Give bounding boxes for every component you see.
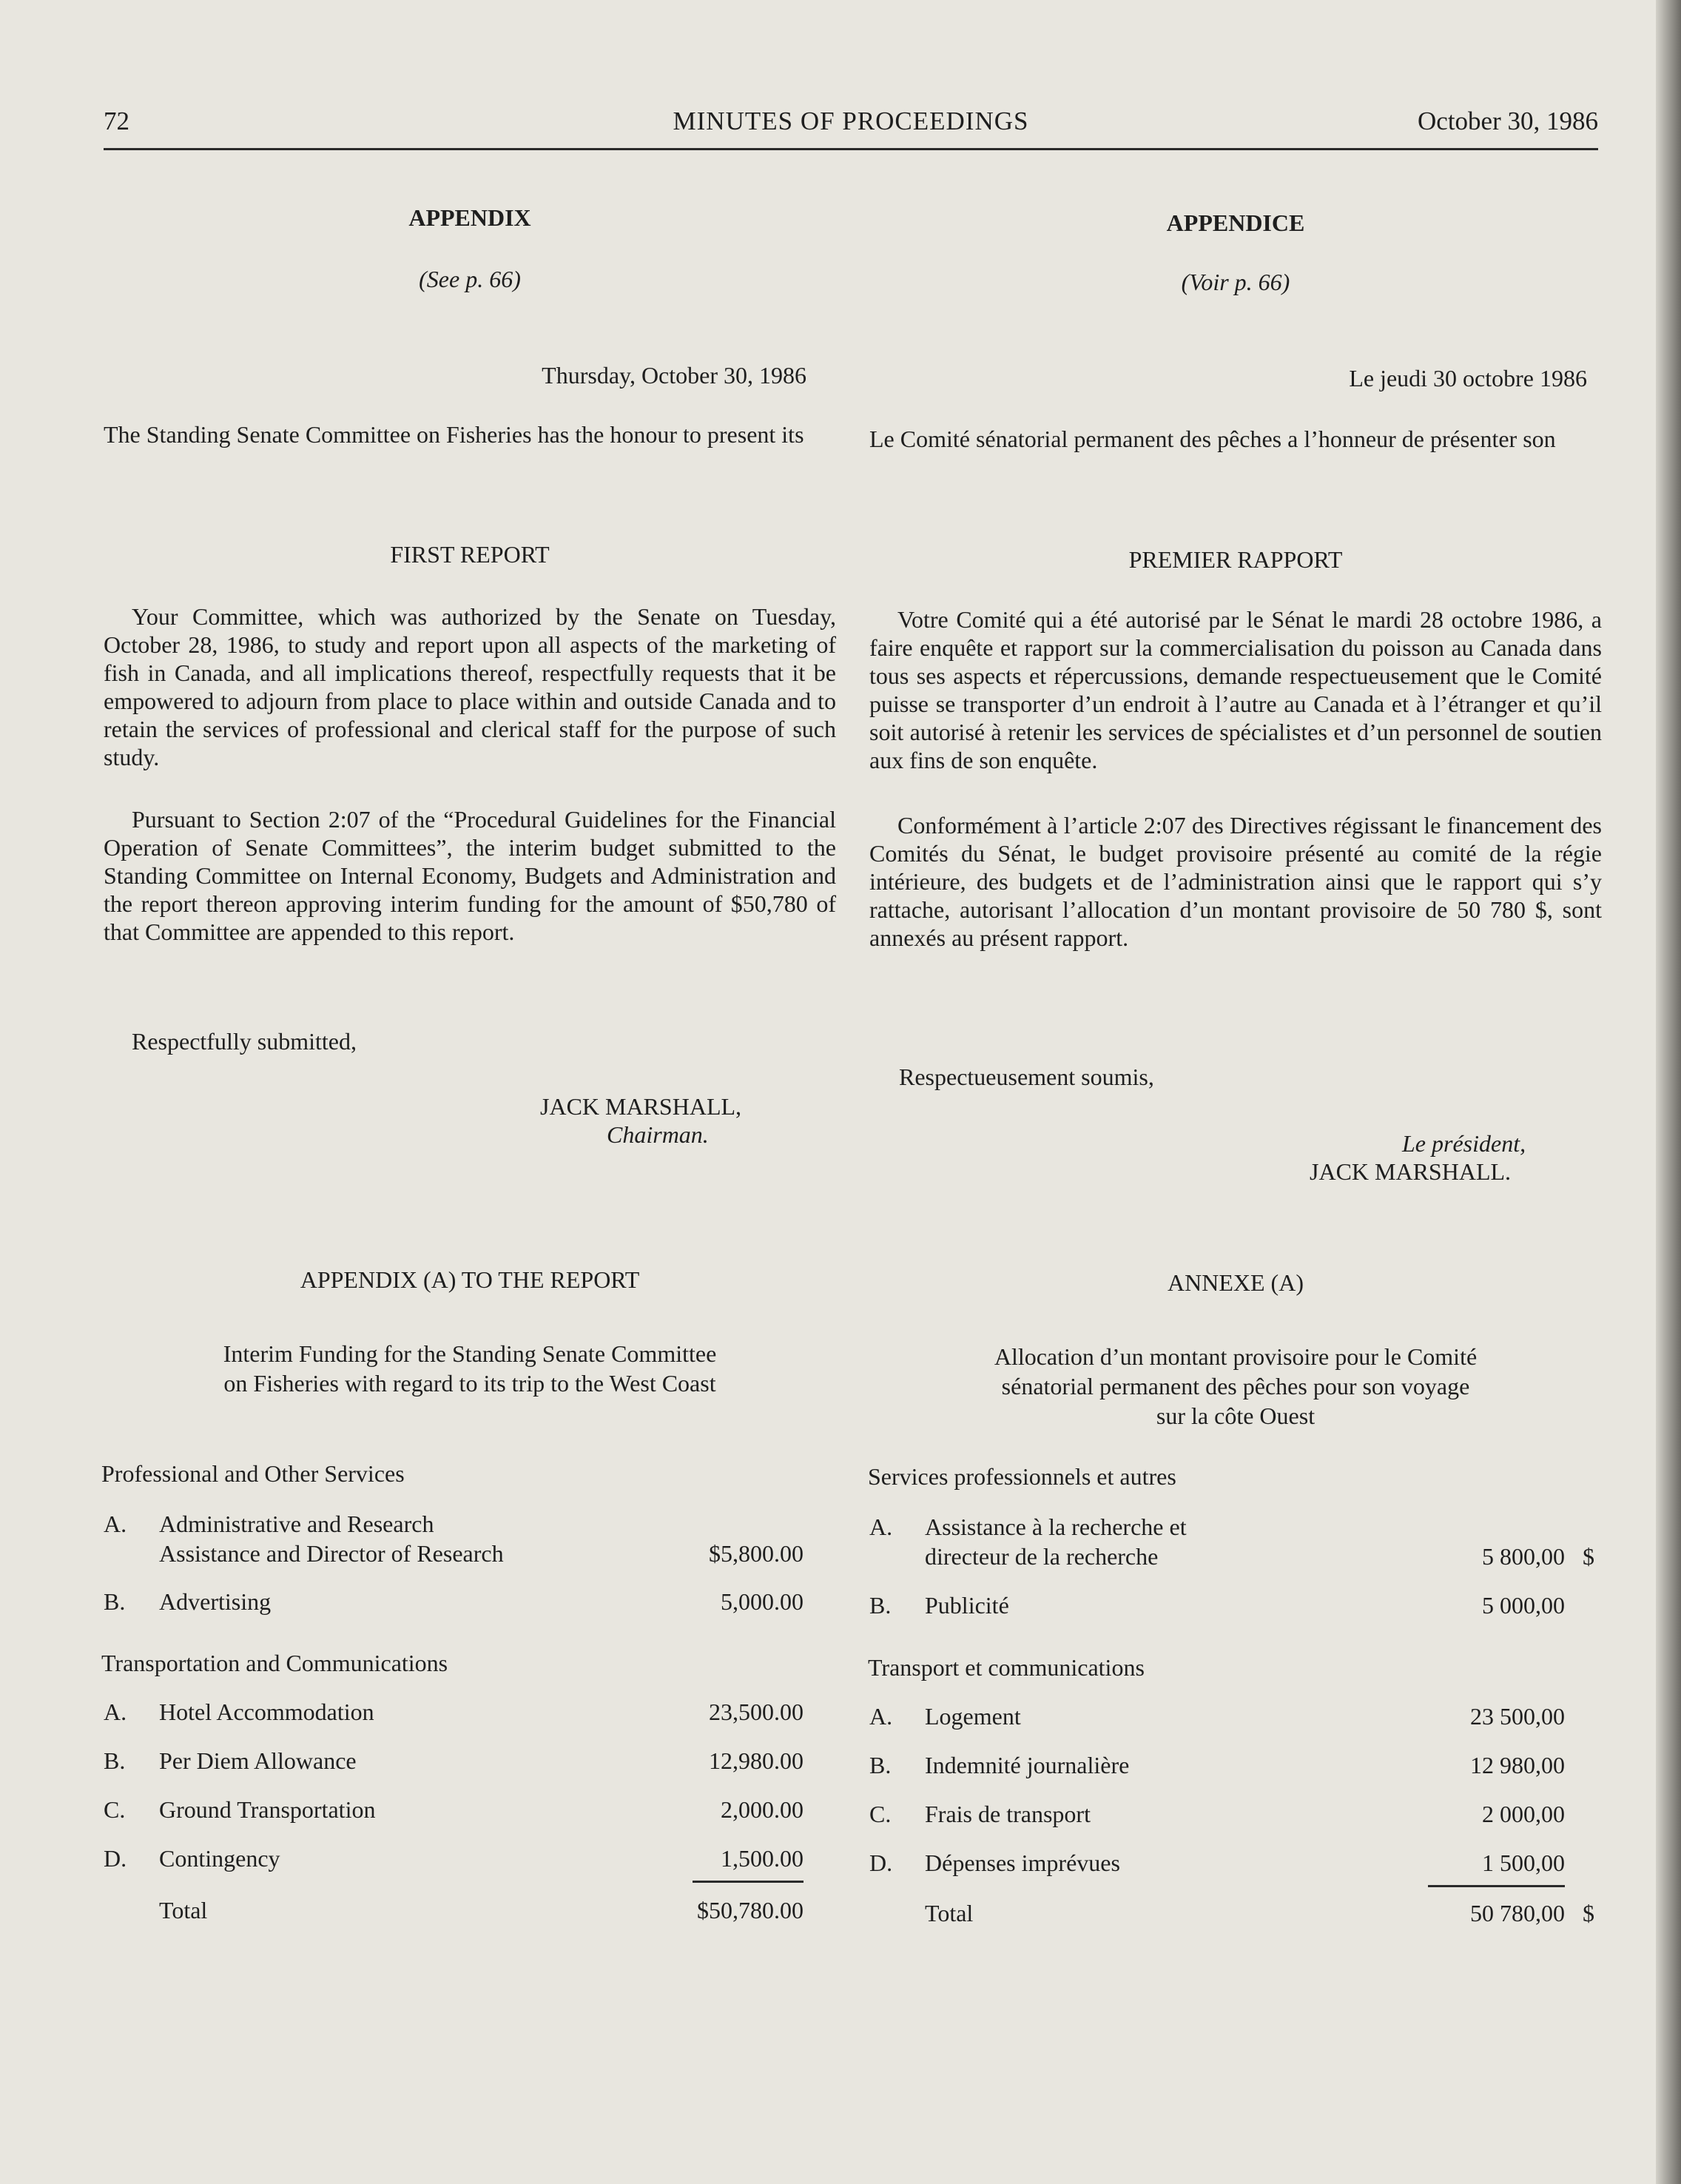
intro-text: The Standing Senate Committee on Fisheries has the honour to present its	[104, 421, 804, 448]
item-amount: $5,800.00	[709, 1540, 804, 1567]
total-row	[869, 1899, 1594, 1927]
item-label: Contingency	[159, 1845, 280, 1872]
annex-subtitle-line-2: sénatorial permanent des pêches pour son voyage	[1001, 1373, 1470, 1400]
item-letter: B.	[869, 1752, 892, 1778]
item-amount: 23,500.00	[709, 1699, 804, 1725]
item-letter: B.	[104, 1747, 126, 1774]
budget-row	[869, 1849, 1594, 1877]
report-paragraph-2: Conformément à l’article 2:07 des Directives régissant le financement des Comités du Sénat, le budget provisoire présenté au comité de la régie intérieure, des budgets et de l’administration ainsi que le rapport qui s’y rattache, autorisant l’allocation d’un montant provisoire de 50 780 $, sont annexés au présent rapport.	[869, 812, 1602, 951]
currency-symbol: $	[1583, 1543, 1594, 1570]
total-rule	[1428, 1885, 1565, 1887]
signatory-name: JACK MARSHALL,	[540, 1093, 742, 1120]
report-paragraph-1: Votre Comité qui a été autorisé par le Sénat le mardi 28 octobre 1986, a faire enquête et rapport sur la commercialisation du poisson au Canada dans tous ses aspects et répercussions, demande respectueusement que le Comité puisse se transporter d’un endroit à l’autre au Canada et à l’étranger et qu’il soit autorisé à retenir les services de spécialistes et d’un personnel de soutien aux fins de son enquête.	[869, 606, 1602, 773]
item-label: Administrative and Research	[159, 1511, 434, 1537]
total-label: Total	[159, 1897, 208, 1923]
total-row	[104, 1896, 804, 1924]
item-letter: A.	[104, 1699, 127, 1725]
item-amount: 5 000,00	[1482, 1592, 1565, 1619]
signatory-name: JACK MARSHALL.	[1310, 1158, 1512, 1185]
item-letter: D.	[104, 1845, 127, 1872]
section-transportation: Transport et communications	[868, 1654, 1145, 1681]
currency-symbol: $	[1583, 1900, 1594, 1926]
report-paragraph-1: Your Committee, which was authorized by the Senate on Tuesday, October 28, 1986, to study and report upon all aspects of the marketing of fish in Canada, and all implications thereof, respectfully requests that it be empowered to adjourn from place to place within and outside Canada and to retain the services of professional and clerical staff for the purpose of such study.	[104, 603, 836, 770]
budget-row	[869, 1591, 1594, 1619]
budget-row	[104, 1795, 804, 1824]
item-letter: A.	[104, 1511, 127, 1537]
closing: Respectfully submitted,	[132, 1028, 357, 1055]
annex-title: APPENDIX (A) TO THE REPORT	[300, 1266, 640, 1293]
section-professional-services: Services professionnels et autres	[868, 1463, 1176, 1490]
item-amount: 23 500,00	[1470, 1703, 1565, 1730]
budget-row	[869, 1702, 1594, 1730]
budget-row	[869, 1513, 1594, 1541]
item-label: Per Diem Allowance	[159, 1747, 357, 1774]
item-label: Advertising	[159, 1588, 272, 1615]
budget-row	[104, 1747, 804, 1775]
item-letter: C.	[869, 1801, 892, 1827]
annex-subtitle-line-3: sur la côte Ouest	[1156, 1402, 1316, 1429]
item-amount: 5,000.00	[721, 1588, 804, 1615]
budget-row	[104, 1698, 804, 1726]
signatory-title: Chairman.	[607, 1121, 709, 1148]
item-amount: 12 980,00	[1470, 1752, 1565, 1778]
total-label: Total	[925, 1900, 974, 1926]
item-label: Indemnité journalière	[925, 1752, 1130, 1778]
report-title: PREMIER RAPPORT	[1128, 546, 1343, 573]
item-amount: 5 800,00	[1482, 1543, 1565, 1570]
date-line: Thursday, October 30, 1986	[542, 362, 806, 389]
annex-title: ANNEXE (A)	[1168, 1269, 1304, 1296]
page-number: 72	[104, 107, 129, 135]
date-line: Le jeudi 30 octobre 1986	[1349, 365, 1587, 392]
item-label: Dépenses imprévues	[925, 1849, 1120, 1876]
item-letter: B.	[104, 1588, 126, 1615]
item-letter: D.	[869, 1849, 893, 1876]
budget-row	[104, 1510, 804, 1538]
item-label-continued: Assistance and Director of Research	[159, 1540, 504, 1567]
budget-row	[869, 1542, 1594, 1570]
page-edge-shadow	[1656, 0, 1681, 2184]
annex-subtitle-line-1: Interim Funding for the Standing Senate Committee	[223, 1340, 717, 1367]
appendix-title: APPENDICE	[1166, 209, 1305, 236]
header-date: October 30, 1986	[1418, 107, 1598, 135]
item-label: Assistance à la recherche et	[925, 1513, 1187, 1540]
report-title: FIRST REPORT	[390, 541, 550, 568]
total-amount: 50 780,00	[1470, 1900, 1565, 1926]
item-letter: A.	[869, 1703, 893, 1730]
item-amount: 2,000.00	[721, 1796, 804, 1823]
annex-subtitle-line-2: on Fisheries with regard to its trip to the West Coast	[223, 1370, 716, 1397]
item-label-continued: directeur de la recherche	[925, 1543, 1159, 1570]
item-letter: C.	[104, 1796, 126, 1823]
total-amount: $50,780.00	[697, 1897, 804, 1923]
item-amount: 2 000,00	[1482, 1801, 1565, 1827]
page-header	[104, 104, 1598, 150]
item-label: Hotel Accommodation	[159, 1699, 374, 1725]
item-label: Frais de transport	[925, 1801, 1091, 1827]
item-amount: 12,980.00	[709, 1747, 804, 1774]
budget-row	[104, 1587, 804, 1616]
report-paragraph-2: Pursuant to Section 2:07 of the “Procedural Guidelines for the Financial Operation of Senate Committees”, the interim budget submitted to the Standing Committee on Internal Economy, Budgets and Administration and the report thereon approving interim funding for the amount of $50,780 of that Committee are appended to this report.	[104, 806, 836, 945]
budget-row	[869, 1751, 1594, 1779]
intro-text: Le Comité sénatorial permanent des pêches a l’honneur de présenter son	[869, 426, 1556, 452]
item-letter: B.	[869, 1592, 892, 1619]
item-amount: 1 500,00	[1482, 1849, 1565, 1876]
budget-row	[104, 1844, 804, 1872]
budget-row	[869, 1800, 1594, 1828]
item-label: Ground Transportation	[159, 1796, 376, 1823]
item-label: Publicité	[925, 1592, 1009, 1619]
appendix-title: APPENDIX	[408, 204, 531, 231]
running-title: MINUTES OF PROCEEDINGS	[673, 107, 1029, 135]
see-page-reference: (Voir p. 66)	[1181, 269, 1290, 295]
section-transportation: Transportation and Communications	[101, 1650, 448, 1676]
budget-row	[104, 1539, 804, 1568]
see-page-reference: (See p. 66)	[419, 266, 521, 292]
total-rule	[693, 1881, 804, 1883]
section-professional-services: Professional and Other Services	[101, 1460, 405, 1487]
item-amount: 1,500.00	[721, 1845, 804, 1872]
closing: Respectueusement soumis,	[899, 1064, 1154, 1090]
item-label: Logement	[925, 1703, 1021, 1730]
annex-subtitle-line-1: Allocation d’un montant provisoire pour le Comité	[994, 1343, 1478, 1370]
item-letter: A.	[869, 1513, 893, 1540]
signatory-title: Le président,	[1402, 1130, 1526, 1157]
